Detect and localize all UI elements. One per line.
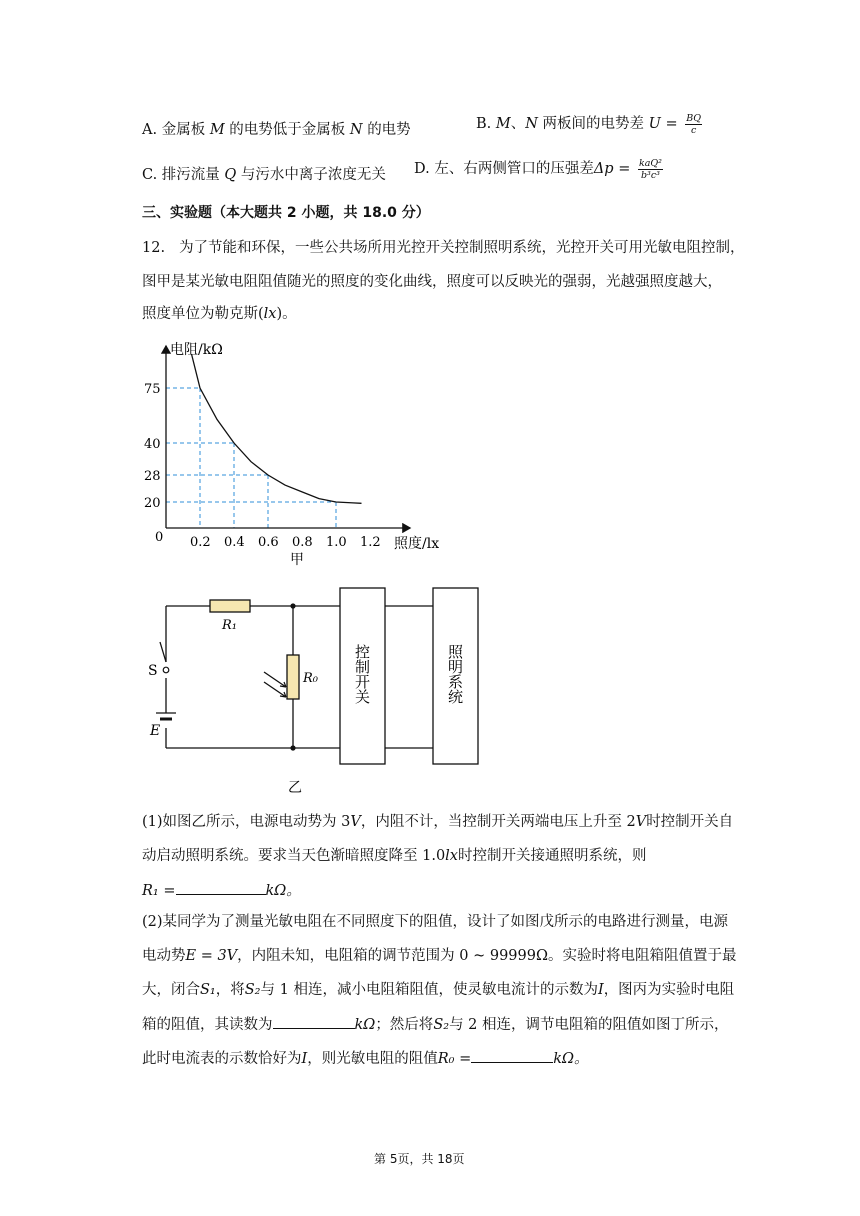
y-tick-label: 75 [144,382,161,397]
part2-line-5: 此时电流表的示数恰好为I，则光敏电阻的阻值R₀ = kΩ。 [142,1048,589,1069]
option-c: C. 排污流量 Q 与污水中离子浓度无关 [142,167,386,183]
question-number: 12. [142,240,166,256]
question-line-3: 照度单位为勒克斯(lx)。 [142,306,297,322]
origin-label: 0 [155,530,164,545]
switch-contact [163,667,169,673]
junction-top [290,603,295,608]
page-footer: 第 5页，共 18页 [374,1152,465,1166]
answer-blank-r0[interactable] [471,1048,553,1063]
chart-guides [166,388,336,528]
x-axis-label: 照度/lx [394,536,440,552]
section-title: 三、实验题（本大题共 2 小题，共 18.0 分） [142,205,430,221]
part1-line-3: R₁ = kΩ。 [142,880,301,901]
y-tick-label: 20 [144,496,161,511]
option-b: B. M、N 两板间的电势差 U = $\frac{BQ}{c}$ [476,112,702,136]
resistance-curve [192,354,362,503]
option-d: D. 左、右两侧管口的压强差Δp = $\frac{\text{kaQ²}}{\text{b³c³}}$ [414,157,662,181]
fraction-kaq2-b3c3: $\frac{\text{kaQ²}}{\text{b³c³}}$ [638,157,662,181]
x-tick-label: 0.6 [258,535,279,550]
chart-tick-labels [144,382,381,550]
circuit-caption: 乙 [288,780,302,796]
option-a: A. 金属板 M 的电势低于金属板 N 的电势 [142,122,411,138]
answer-blank-reading[interactable] [273,1014,355,1029]
resistor-r1 [210,600,250,612]
x-tick-label: 1.2 [360,535,381,550]
source-label: E [150,723,161,739]
x-tick-label: 0.8 [292,535,313,550]
lighting-system-label: 照明系统 [446,644,464,704]
photoresistor-r0 [287,655,299,699]
y-tick-label: 28 [144,469,161,484]
x-tick-label: 0.4 [224,535,245,550]
question-line-1: 12. 为了节能和环保，一些公共场所用光控开关控制照明系统，光控开关可用光敏电阻控制， [142,240,745,256]
circuit-diagram [140,582,500,797]
fraction-bq-c: $\frac{BQ}{c}$ [686,112,702,136]
switch-label: S [148,663,158,679]
part2-line-1: (2)某同学为了测量光敏电阻在不同照度下的阻值，设计了如图戊所示的电路进行测量，电源 [142,914,729,930]
x-tick-label: 1.0 [326,535,347,550]
chart-caption: 甲 [290,552,304,568]
y-tick-label: 40 [144,437,161,452]
question-line-2: 图甲是某光敏电阻阻值随光的照度的变化曲线，照度可以反映光的强弱，光越强照度越大， [142,274,722,290]
switch-blade [160,642,166,662]
y-axis-label: 电阻/kΩ [170,342,223,358]
r1-label: R₁ [222,618,237,633]
x-tick-label: 0.2 [190,535,211,550]
control-switch-label: 控制开关 [353,644,371,704]
junction-bottom [290,745,295,750]
part2-line-2: 电动势E = 3V，内阻未知，电阻箱的调节范围为 0 ~ 99999Ω。实验时将电阻箱阻值置于最 [142,948,737,964]
part2-line-3: 大，闭合S₁，将S₂与 1 相连，减小电阻箱阻值，使灵敏电流计的示数为I，图丙为实验时电阻 [142,982,735,998]
r0-label: R₀ [303,671,318,686]
resistance-illuminance-chart [140,340,460,580]
answer-blank-r1[interactable] [176,880,266,895]
part2-line-4: 箱的阻值，其读数为 kΩ；然后将S₂与 2 相连，调节电阻箱的阻值如图丁所示， [142,1014,729,1035]
part1-line-2: 动启动照明系统。要求当天色渐暗照度降至 1.0lx时控制开关接通照明系统，则 [142,848,647,864]
part1-line-1: (1)如图乙所示，电源电动势为 3V，内阻不计，当控制开关两端电压上升至 2V时控制开关自 [142,814,734,830]
